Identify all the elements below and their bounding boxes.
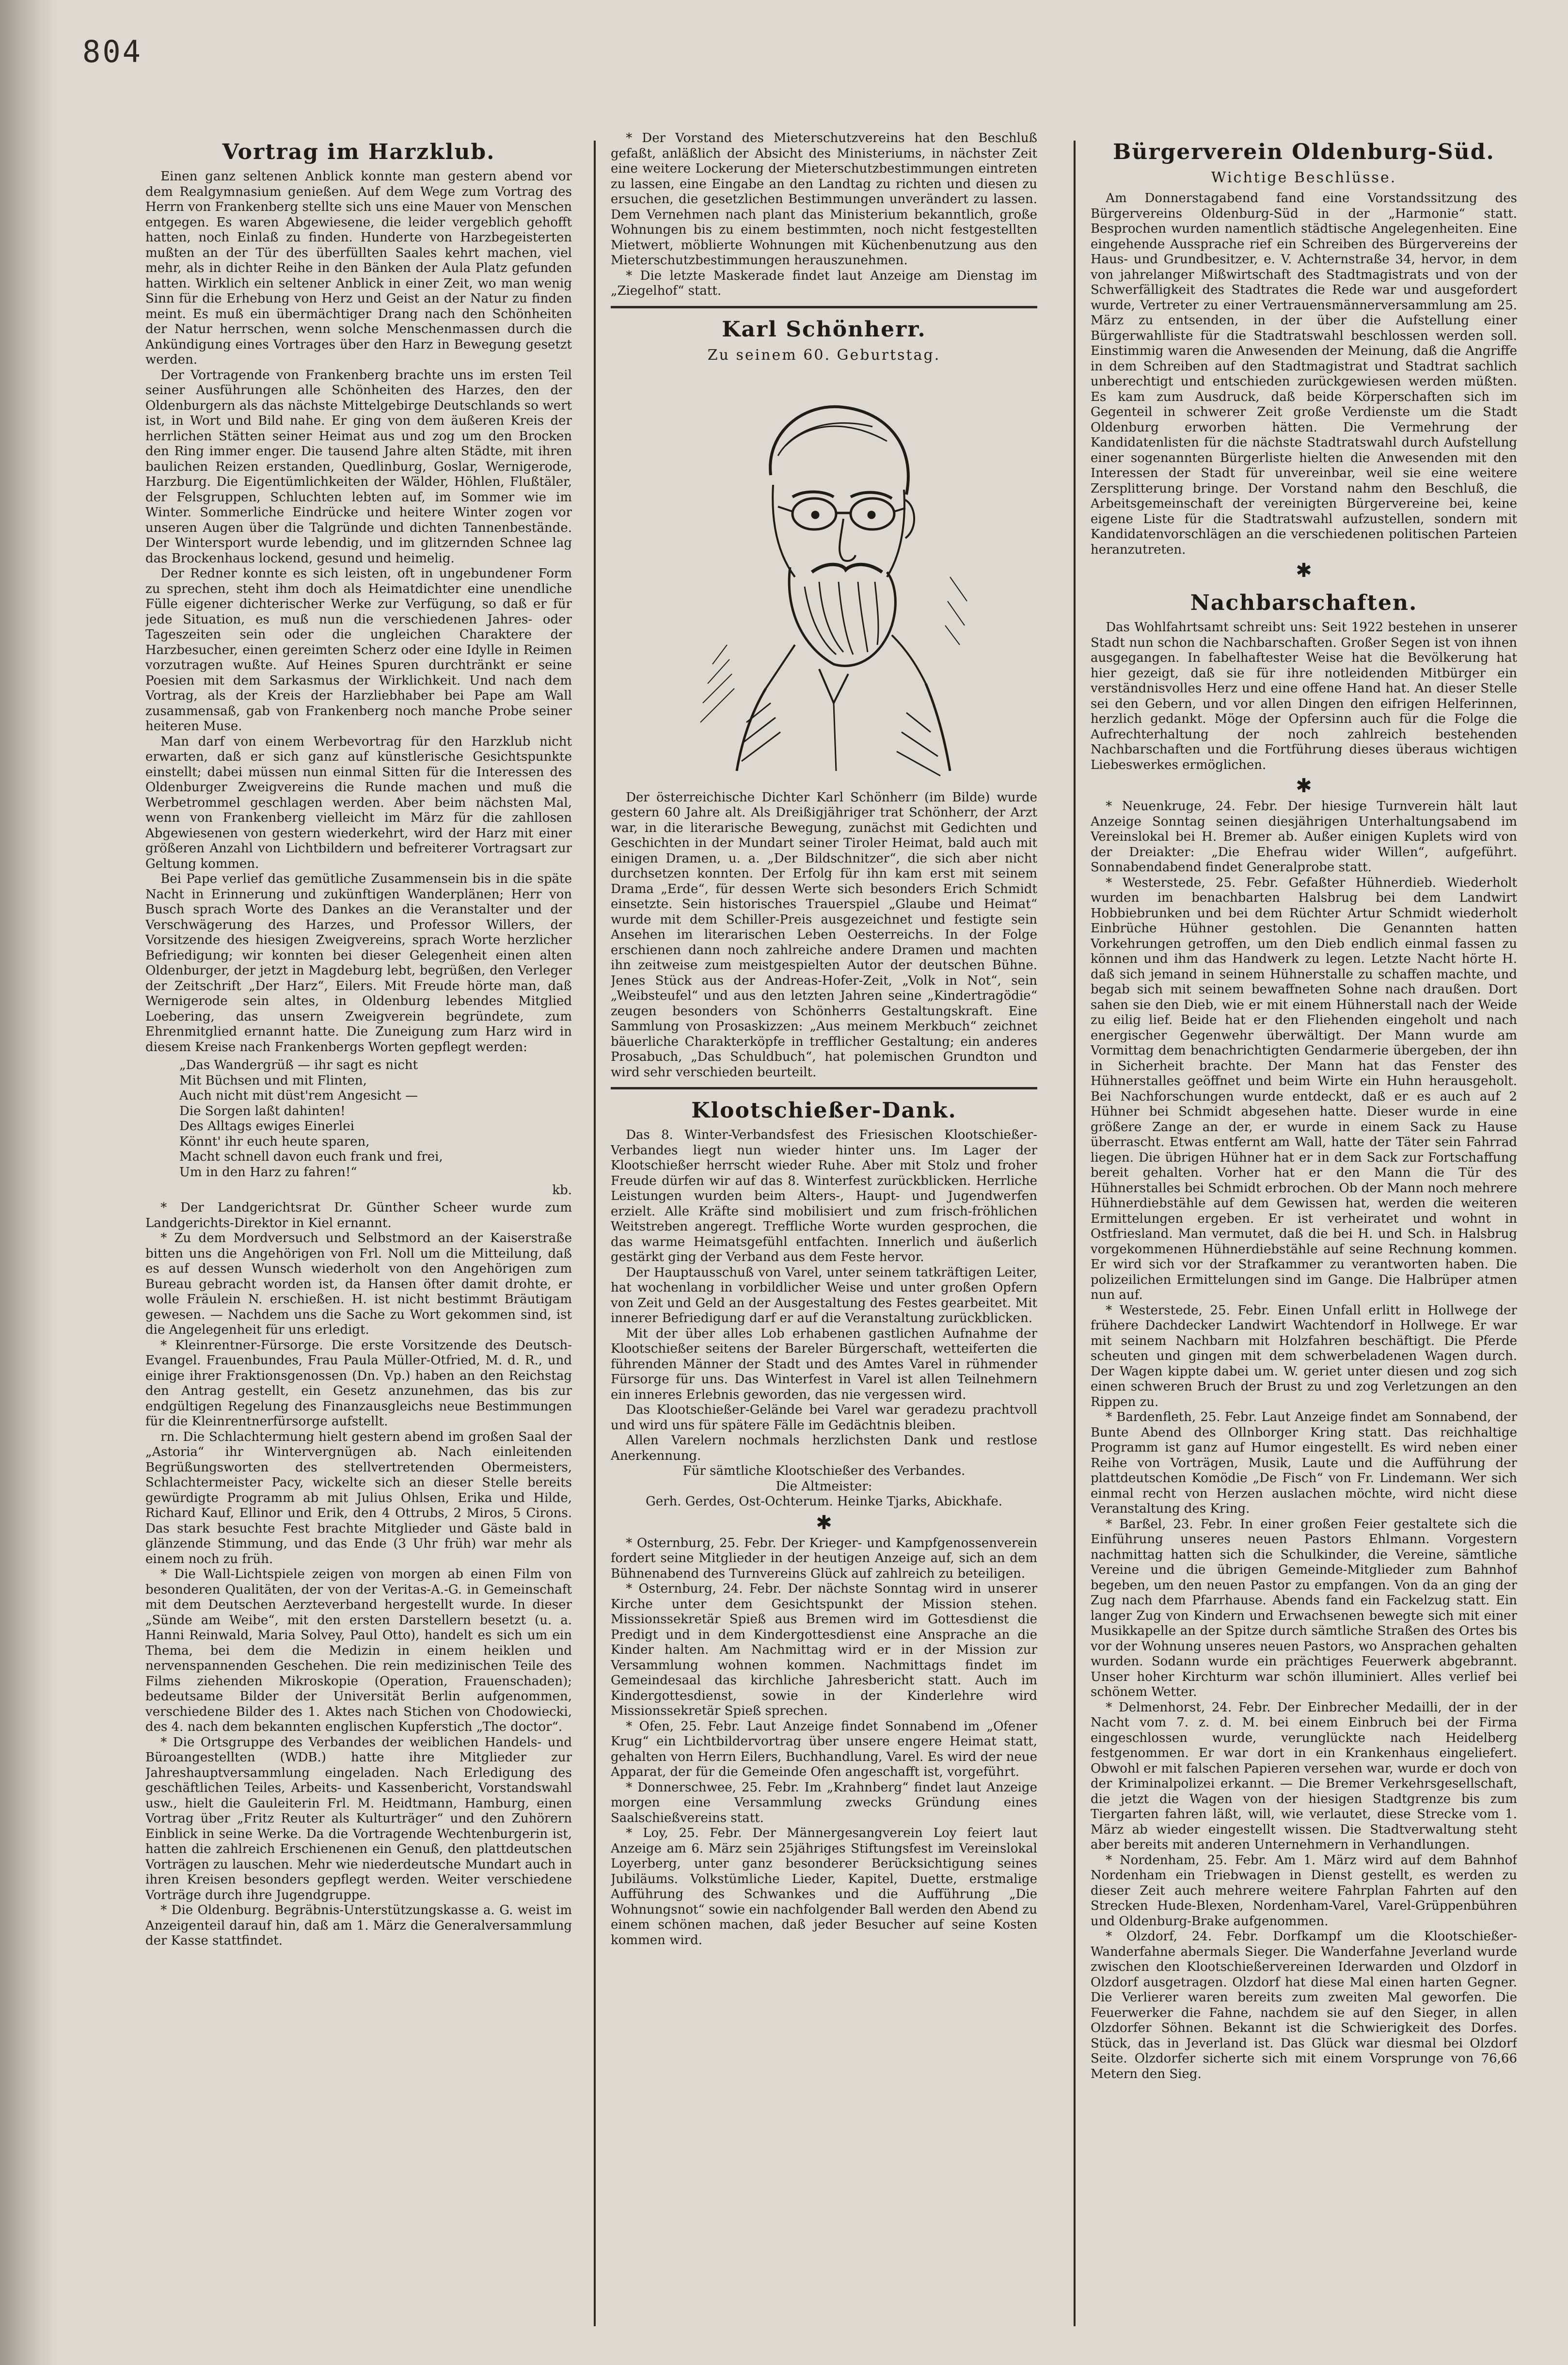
local-news-item: * Osternburg, 24. Febr. Der nächste Sonntag wird in unserer Kirche unter dem Gesichtspunkt der Mission stehen. Missionssekretär Spieß aus Bremen wird im Gottesdienst die Predigt und in dem Kindergottesdienst eine Ansprache an die Kinder halten. Am Nachmittag wird er in der Mission zur Versammlung wohnen kommen. Nachmittags findet im Gemeindesaal das kirchliche Jahresbericht statt. Auch im Kindergottesdienst, sowie in der Kinderlehre wird Missionssekretär Spieß sprechen.	[611, 1582, 1037, 1718]
article-subtitle: Wichtige Beschlüsse.	[1211, 169, 1397, 186]
regional-news-item: * Nordenham, 25. Febr. Am 1. März wird auf dem Bahnhof Nordenham ein Triebwagen in Dienst gestellt, es werden zu dieser Zeit auch mehrere weitere Fahrplan Fahrten auf den Strecken Hude-Blexen, Nordenham-Varel, Varel-Grüppenbühren und Oldenburg-Brake aufgenommen.	[1091, 1853, 1517, 1929]
article-title-schoenherr: Karl Schönherr.	[722, 317, 926, 342]
article-subtitle: Zu seinem 60. Geburtstag.	[707, 346, 941, 364]
paragraph: Für sämtliche Klootschießer des Verbandes.	[682, 1464, 966, 1478]
paragraph: Der Vortragende von Frankenberg brachte uns im ersten Teil seiner Ausführungen alle Schönheiten des Harzes, den der Oldenburgern als das nächste Mittelgebirge Deutschlands so wert ist, in Wort und Bild nahe. Er ging von dem äußeren Kreis der herrlichen Stätten seiner Heimat aus und zog um den Brocken den Ring immer enger. Die tausend Jahre alten Städte, mit ihren baulichen Reizen erstanden, Quedlinburg, Goslar, Wernigerode, Harzburg. Die Eigentümlichkeiten der Wälder, Höhlen, Flußtäler, der Felsgruppen, Schluchten lebten auf, im Sommer wie im Winter. Sommerliche Eindrücke und heitere Winter zogen vor unseren Augen über die Talgründe und dichten Tannenbestände. Der Wintersport wurde lebendig, und im glitzernden Schnee lag das Brockenhaus lockend, gesund und heimelig.	[145, 368, 572, 566]
news-item: * Kleinrentner-Fürsorge. Die erste Vorsitzende des Deutsch-Evangel. Frauenbundes, Frau Paula Müller-Otfried, M. d. R., und einige ihrer Fraktionsgenossen (Dn. Vp.) haben an den Reichstag den Antrag gestellt, ein Gesetz anzunehmen, das bis zur endgültigen Regelung des Finanzausgleichs neue Bestimmungen für die Kleinrentnerfürsorge aufstellt.	[145, 1338, 572, 1429]
paragraph: Das Wohlfahrtsamt schreibt uns: Seit 1922 bestehen in unserer Stadt nun schon die Nachbarschaften. Großer Segen ist von ihnen ausgegangen. In fabelhaftester Weise hat die Bevölkerung hat hier gezeigt, daß sie für ihre notleidenden Mitbürger ein verständnisvolles Herz und eine offene Hand hat. An dieser Stelle sei den Gebern, und vor allen Dingen den eifrigen Helferinnen, herzlich gedankt. Möge der Opfersinn auch für die Folge die Aufrechterhaltung der noch zahlreich bestehenden Nachbarschaften und die Fortführung dieses überaus wichtigen Liebeswerkes ermöglichen.	[1091, 620, 1517, 772]
poem-verse: „Das Wandergrüß — ihr sagt es nicht Mit Büchsen und mit Flinten, Auch nicht mit düst'rem Angesicht — Die Sorgen laßt dahinten! Des Alltags ewiges Einerlei Könnt' ihr euch heute sparen, Macht schnell davon euch frank und frei, Um in den Harz zu fahren!“	[179, 1058, 443, 1180]
local-news-item: * Osternburg, 25. Febr. Der Krieger- und Kampfgenossenverein fordert seine Mitglieder in der heutigen Anzeige auf, sich an dem Bühnenabend des Turnvereins Glück auf zahlreich zu beteiligen.	[611, 1535, 1037, 1581]
news-item: * Die Ortsgruppe des Verbandes der weiblichen Handels- und Büroangestellten (WDB.) hatte ihre Mitglieder zur Jahreshauptversammlung eingeladen. Nach Erledigung des geschäftlichen Teiles, Arbeits- und Kassenbericht, Vorstandswahl usw., hielt die Gauleiterin Frl. M. Heidtmann, Hamburg, einen Vortrag über „Fritz Reuter als Kulturträger“ und den Zuhörern Einblick in seine Werke. Da die Vortragende Wechtenburgerin ist, hatten die zahlreich Erschienenen ein Genuß, den plattdeutschen Vorträgen zu lauschen. Mehr wie niederdeutsche Mundart auch in ihren Kreisen besonders gepflegt werden. Weiter verschiedene Vorträge durch ihre Jugendgruppe.	[145, 1735, 572, 1902]
news-item: * Die Oldenburg. Begräbnis-Unterstützungskasse a. G. weist im Anzeigenteil darauf hin, daß am 1. März die Generalversammlung der Kasse stattfindet.	[145, 1903, 572, 1948]
separator-asterisk: ✱	[816, 1511, 832, 1534]
separator-asterisk: ✱	[1296, 775, 1312, 797]
signature-title: Die Altmeister:	[776, 1479, 872, 1494]
local-news-item: * Loy, 25. Febr. Der Männergesangverein Loy feiert laut Anzeige am 6. März sein 25jähriges Stiftungsfest im Vereinslokal Loyerberg, unter ganz besonderer Berücksichtigung seines Jubiläums. Volkstümliche Lieder, Kapitel, Duette, erstmalige Aufführung des Schwankes und die Aufführung „Die Wohnungsnot“ sowie ein nachfolgender Ball werden den Abend zu einem schönen machen, daß jeder Besucher auf seine Kosten kommen wird.	[611, 1826, 1037, 1948]
column-right	[1091, 131, 1517, 2336]
column-middle	[611, 131, 1037, 2336]
news-item: * Der Landgerichtsrat Dr. Günther Scheer wurde zum Landgerichts-Direktor in Kiel ernannt.	[145, 1200, 572, 1230]
paragraph: Das Klootschießer-Gelände bei Varel war geradezu prachtvoll und wird uns für spätere Fälle im Gedächtnis bleiben.	[611, 1403, 1037, 1433]
article-title-klootschiesser: Klootschießer-Dank.	[691, 1098, 957, 1123]
page-number: 804	[82, 34, 143, 69]
portrait-illustration	[674, 373, 974, 781]
news-item: * Die Wall-Lichtspiele zeigen von morgen ab einen Film von besonderen Qualitäten, der von der Veritas-A.-G. in Gemeinschaft mit dem Deutschen Aerzteverband hergestellt wurde. In dieser „Sünde am Weibe“, mit den ersten Darstellern besetzt (u. a. Hanni Reinwald, Maria Solvey, Paul Otto), handelt es sich um ein Thema, bei dem die Medizin in einem heiklen und nervenspannenden Geschehen. Die rein medizinischen Teile des Films ziehenden Mikroskopie (Operation, Frauenschaden); bedeutsame Bilder der Universität Berlin aufgenommen, verschiedene Bilder des 1. Aktes nach Stichen von Chodowiecki, des 4. nach dem bekannten englischen Kupferstich „The doctor“.	[145, 1567, 572, 1734]
regional-news-item: * Neuenkruge, 24. Febr. Der hiesige Turnverein hält laut Anzeige Sonntag seinen diesjährigen Unterhaltungsabend im Vereinslokal bei H. Bremer ab. Außer einigen Kuplets wird von der Dreiakter: „Die Ehefrau wider Willen“, aufgeführt. Sonnabendabend findet Generalprobe statt.	[1091, 799, 1517, 875]
page-binding-edge	[0, 0, 58, 2365]
paragraph: Der Hauptausschuß von Varel, unter seinem tatkräftigen Leiter, hat wochenlang in vorbildlicher Weise und unter großen Opfern von Zeit und Geld an der Ausgestaltung des Festes gearbeitet. Mit innerer Befriedigung darf er auf die Veranstaltung zurückblicken.	[611, 1265, 1037, 1326]
news-item: * Die letzte Maskerade findet laut Anzeige am Dienstag im „Ziegelhof“ statt.	[611, 268, 1037, 298]
section-divider	[611, 306, 1037, 308]
column-left	[145, 131, 572, 2336]
regional-news-item: * Delmenhorst, 24. Febr. Der Einbrecher Medailli, der in der Nacht vom 7. z. d. M. bei einem Einbruch bei der Firma eingeschlossen wurde, verunglückte nach Heidelberg festgenommen. Er war dort in ein Krankenhaus eingeliefert. Obwohl er mit falschen Papieren versehen war, wurde er doch von der Kriminalpolizei erkannt. — Die Bremer Verkehrsgesellschaft, die jetzt die Wagen von der hiesigen Stadtgrenze bis zum Tiergarten fahren läßt, will, wie verlautet, diese Strecke vom 1. März ab wieder eingestellt wissen. Die Stadtverwaltung steht aber bereits mit anderen Unternehmern in Verhandlungen.	[1091, 1700, 1517, 1852]
news-item: * Der Vorstand des Mieterschutzvereins hat den Beschluß gefaßt, anläßlich der Absicht des Ministeriums, in nächster Zeit eine weitere Lockerung der Mieterschutzbestimmungen eintreten zu lassen, eine Eingabe an den Landtag zu richten und diesen zu ersuchen, die gesetzlichen Bestimmungen unverändert zu lassen. Dem Vernehmen nach plant das Ministerium bekanntlich, große Wohnungen bis zu einem bestimmten, noch nicht festgestellten Mietwert, möblierte Wohnungen mit Küchenbenutzung aus den Mieterschutzbestimmungen herauszunehmen.	[611, 131, 1037, 268]
local-news-item: * Donnerschwee, 25. Febr. Im „Krahnberg“ findet laut Anzeige morgen eine Versammlung zwecks Gründung eines Saalschießvereins statt.	[611, 1780, 1037, 1825]
regional-news-item: * Westerstede, 25. Febr. Einen Unfall erlitt in Hollwege der frühere Dachdecker Landwirt Wachtendorf in Hollwege. Er war mit seinem Nachbarn mit Holzfahren beschäftigt. Die Pferde scheuten und gingen mit dem schwerbeladenen Wagen durch. Der Wagen kippte dabei um. W. geriet unter diesen und zog sich einen schweren Bruch der Brust zu und zog Verletzungen an den Rippen zu.	[1091, 1303, 1517, 1409]
section-divider	[611, 1087, 1037, 1089]
article-title-buergerverein: Bürgerverein Oldenburg-Süd.	[1113, 140, 1495, 164]
paragraph: Das 8. Winter-Verbandsfest des Friesischen Klootschießer-Verbandes liegt nun wieder hinter uns. Im Lager der Klootschießer herrscht wieder Ruhe. Aber mit Stolz und froher Freude dürfen wir auf das 8. Winterfest zurückblicken. Herrliche Leistungen wurden beim Alters-, Haupt- und Jugendwerfen erzielt. Alle Kräfte sind mobilisiert und zum frisch-fröhlichen Weitstreben angeregt. Treffliche Worte wurden gesprochen, die das warme Heimatsgefühl entfachten. Innerlich und äußerlich gestärkt ging der Verband aus dem Feste hervor.	[611, 1128, 1037, 1264]
regional-news-item: * Westerstede, 25. Febr. Gefaßter Hühnerdieb. Wiederholt wurden im benachbarten Halsbrug bei dem Landwirt Hobbiebrunken und bei dem Rüchter Artur Schmidt wiederholt Einbrüche Hühner gestohlen. Die Genannten hatten Vorkehrungen getroffen, um den Dieb endlich einmal fassen zu können und ihm das Handwerk zu legen. Letzte Nacht hörte H. daß sich jemand in seinem Hühnerstalle zu schaffen machte, und begab sich mit seinem bewaffneten Sohne nach draußen. Dort sahen sie den Dieb, wie er mit einem Hühnerstall nach der Weide zu eilig lief. Beide hat er den Fliehenden eingeholt und nach energischer Gegenwehr überwältigt. Der Mann wurde am Vormittag dem benachrichtigten Gendarmerie übergeben, der ihn in Sicherheit brachte. Der Mann hat das Fenster des Hühnerstalles geöffnet und beim Wirte ein Huhn herausgeholt. Bei Nachforschungen wurde entdeckt, daß er es auch auf 2 Hühner bei Schmidt abgesehen hatte. Dieser wurde in eine größere Zange an der, er wurde in einem Sack zu Hause überrascht. Etwas entfernt am Wall, hatte der Täter sein Fahrrad liegen. Die übrigen Hühner hat er in dem Sack zur Fortschaffung bereit gehalten. Vorher hat er den Mann die Tür des Hühnerstalles bei Schmidt erbrochen. Ob der Mann noch mehrere Hühnerdiebstähle auf dem Gewissen hat, werden die weiteren Ermittelungen ergeben. Er ist verheiratet und wohnt in Ostfriesland. Man vermutet, daß die bei H. und Sch. in Halsbrug vorgekommenen Hühnerdiebstähle auf seine Rechnung kommen. Er wird sich vor der Strafkammer zu verantworten haben. Die polizeilichen Ermittelungen sind im Gange. Die Halbrüper atmen nun auf.	[1091, 875, 1517, 1302]
author-signature: kb.	[552, 1183, 572, 1198]
paragraph: Der Redner konnte es sich leisten, oft in ungebundener Form zu sprechen, steht ihm doch als Heimatdichter eine unendliche Fülle eigener dichterischer Werke zur Verfügung, so daß er für jede Situation, es muß nun die verschiedenen Jahres- oder Tageszeiten sein oder die ungleichen Charaktere der Harzbesucher, einen gereimten Scherz oder eine Idylle in Reimen vorzutragen wußte. Auf Heines Spuren durchtränkt er seine Poesien mit dem Sarkasmus der Wirklichkeit. Und nach dem Vortrag, als der Kreis der Harzliebhaber bei Pape am Wall zusammensaß, gab von Frankenberg noch manche Probe seiner heiteren Muse.	[145, 566, 572, 734]
paragraph: Einen ganz seltenen Anblick konnte man gestern abend vor dem Realgymnasium genießen. Auf dem Wege zum Vortrag des Herrn von Frankenberg stellte sich uns eine Mauer von Menschen entgegen. Es waren Abgewiesene, die leider vergeblich gehofft hatten, noch Einlaß zu finden. Hunderte von Harzbegeisterten mußten an der Tür des überfüllten Saales kehrt machen, viel mehr, als in dichter Reihe in den Bänken der Aula Platz gefunden hatten. Wirklich ein seltener Anblick in einer Zeit, wo man wenig Sinn für die Erhebung von Herz und Geist an der Natur zu finden meint. Es muß ein übermächtiger Drang nach den Schönheiten der Natur herrschen, wenn solche Menschenmassen durch die Ankündigung eines Vortrages über den Harz in Bewegung gesetzt werden.	[145, 169, 572, 367]
paragraph: Der österreichische Dichter Karl Schönherr (im Bilde) wurde gestern 60 Jahre alt. Als Dreißigjähriger trat Schönherr, der Arzt war, in die literarische Bewegung, zunächst mit Gedichten und Geschichten in der Mundart seiner Tiroler Heimat, bald auch mit einigen Dramen, u. a. „Der Bildschnitzer“, die sich aber nicht durchsetzen konnten. Der Erfolg für ihn kam erst mit seinem Drama „Erde“, für dessen Werte sich besonders Erich Schmidt einsetzte. Sein historisches Trauerspiel „Glaube und Heimat“ wurde mit dem Schiller-Preis ausgezeichnet und festigte sein Ansehen im literarischen Leben Oesterreichs. In der Folge erschienen dann noch zahlreiche andere Dramen und machten ihn zeitweise zum meistgespielten Autor der deutschen Bühne. Jenes Stück aus der Andreas-Hofer-Zeit, „Volk in Not“, sein „Weibsteufel“ und aus den letzten Jahren seine „Kindertragödie“ zeugen besonders von Schönherrs Gestaltungskraft. Eine Sammlung von Prosaskizzen: „Aus meinem Merkbuch“ zeichnet bäuerliche Charakterköpfe in trefflicher Gestaltung; ein anderes Prosabuch, „Das Schuldbuch“, hat polemischen Grundton und wird sehr verschieden beurteilt.	[611, 790, 1037, 1080]
news-item: rn. Die Schlachtermung hielt gestern abend im großen Saal der „Astoria“ ihr Wintervergnügen ab. Nach einleitenden Begrüßungsworten des stellvertretenden Obermeisters, Schlachtermeister Pacy, wickelte sich an dieser Stelle bereits gewürdigte Programm ab mit Julius Ohlsen, Erika und Hilde, Richard Kauf, Ellinor und Erik, den 4 Ottrubs, 2 Miros, 5 Cirons. Das stark besuchte Fest brachte Mitglieder und Gäste bald in glänzende Stimmung, und das Ende (3 Uhr früh) war mehr als einem noch zu früh.	[145, 1429, 572, 1566]
article-title-nachbarschaften: Nachbarschaften.	[1190, 591, 1418, 615]
separator-asterisk: ✱	[1296, 559, 1312, 582]
column-rule	[594, 141, 596, 2326]
regional-news-item: * Bardenfleth, 25. Febr. Laut Anzeige findet am Sonnabend, der Bunte Abend des Ollnborger Kring statt. Das reichhaltige Programm ist ganz auf Humor eingestellt. Es wird neben einer Reihe von Vorträgen, Musik, Laute und die Aufführung der plattdeutschen Komödie „De Fisch“ von Fr. Lindemann. Wer sich einmal recht von Herzen auslachen möchte, wird nicht diese Veranstaltung des Kring.	[1091, 1410, 1517, 1516]
article-title-harzklub: Vortrag im Harzklub.	[222, 140, 495, 164]
signature-names: Gerh. Gerdes, Ost-Ochterum. Heinke Tjarks, Abickhafe.	[645, 1494, 1003, 1509]
paragraph: Bei Pape verlief das gemütliche Zusammensein bis in die späte Nacht in Erinnerung und zukünftigen Wanderplänen; Herr von Busch sprach Worte des Dankes an die Veranstalter und der Verschwägerung des Harzes, und Professor Willers, der Vorsitzende des hiesigen Zweigvereins, sprach Worte herzlicher Befriedigung; wir konnten bei dieser Gelegenheit einen alten Oldenburger, der jetzt in Magdeburg lebt, begrüßen, den Verleger der Zeitschrift „Der Harz“, Eilers. Mit Freude hörte man, daß Wernigerode sein altes, in Oldenburg lebendes Mitglied Loebering, das unsern Zweigverein begründete, zum Ehrenmitglied ernannt hatte. Die Zuneigung zum Harz wird in diesem Kreise nach Frankenbergs Worten gepflegt werden:	[145, 872, 572, 1055]
paragraph: Allen Varelern nochmals herzlichsten Dank und restlose Anerkennung.	[611, 1433, 1037, 1463]
regional-news-item: * Barßel, 23. Febr. In einer großen Feier gestaltete sich die Einführung unseres neuen Pastors Ehlmann. Vorgestern nachmittag hatten sich die Schulkinder, die Vereine, sämtliche Vereine und die übrigen Gemeinde-Mitglieder zum Bahnhof begeben, um den neuen Pastor zu empfangen. Von da an ging der Zug nach dem Pfarrhause. Abends fand ein Fackelzug statt. Ein langer Zug von Kindern und Erwachsenen bewegte sich mit einer Musikkapelle an der Spitze durch sämtliche Straßen des Ortes bis vor der Wohnung unseres neuen Pastors, wo Ansprachen gehalten wurden. Sodann wurde ein prächtiges Feuerwerk abgebrannt. Unser hoher Kirchturm war schön illuminiert. Alles verlief bei schönem Wetter.	[1091, 1517, 1517, 1699]
paragraph: Man darf von einem Werbevortrag für den Harzklub nicht erwarten, daß er sich ganz auf künstlerische Gesichtspunkte einstellt; dabei müssen nun einmal Sitten für die Interessen des Oldenburger Zweigvereins die Runde machen und muß die Werbetrommel geschlagen werden. Aber beim nächsten Mal, wenn von Frankenberg vielleicht im März für die zahllosen Abgewiesenen von gestern wiederkehrt, wird der Harz mit einer größeren Anzahl von Lichtbildern und befreiterer Vortragsart zur Geltung kommen.	[145, 734, 572, 871]
regional-news-item: * Olzdorf, 24. Febr. Dorfkampf um die Klootschießer-Wanderfahne abermals Sieger. Die Wanderfahne Jeverland wurde zwischen den Klootschießervereinen Iderwarden und Olzdorf in Olzdorf ausgetragen. Olzdorf hat diese Mal einen harten Gegner. Die Verlierer waren bereits zum zweiten Mal geworfen. Die Feuerwerker die Fahne, nachdem sie auf den Sieger, in allen Olzdorfer Söhnen. Bekannt ist die Schwierigkeit des Dorfes. Stück, das in Jeverland ist. Das Glück war diesmal bei Olzdorf Seite. Olzdorfer sicherte sich mit einem Vorsprunge von 76,66 Metern den Sieg.	[1091, 1929, 1517, 2081]
news-item: * Zu dem Mordversuch und Selbstmord an der Kaiserstraße bitten uns die Angehörigen von Frl. Noll um die Mitteilung, daß es auf dessen Wunsch wiederholt von den Angehörigen zum Bureau gebracht worden ist, da Hansen öfter damit drohte, er wolle Fräulein N. erschießen. H. ist nicht bestimmt Bräutigam gewesen. — Nachdem uns die Sache zu Wort gekommen sind, ist die Angelegenheit für uns erledigt.	[145, 1231, 572, 1337]
paragraph: Am Donnerstagabend fand eine Vorstandssitzung des Bürgervereins Oldenburg-Süd in der „Harmonie“ statt. Besprochen wurden namentlich städtische Angelegenheiten. Eine eingehende Aussprache rief ein Schreiben des Bürgervereins der Haus- und Grundbesitzer, e. V. Achternstraße 34, hervor, in dem von jahrelanger Mißwirtschaft des Stadtmagistrats und von der Schwerfälligkeit des Stadtrates die Rede war und ausgefordert wurde, Vertreter zu einer Vertrauensmännerversammlung am 25. März zu entsenden, in der über die Aufstellung einer Bürgerwahlliste für die Stadtratswahl beschlossen werden soll. Einstimmig waren die Anwesenden der Meinung, daß die Angriffe in dem Schreiben auf den Stadtmagistrat und Stadtrat sachlich unberechtigt und entschieden zurückgewiesen werden müßten. Es kam zum Ausdruck, daß beide Körperschaften sich im Gegenteil in schwerer Zeit große Verdienste um die Stadt Oldenburg erworben hätten. Die Vermehrung der Kandidatenlisten für die nächste Stadtratswahl durch Aufstellung einer sogenannten Bürgerliste hielten die Anwesenden mit den Interessen der Stadt für unvereinbar, weil sie eine weitere Zersplitterung bringe. Der Vorstand nahm den Beschluß, die Arbeitsgemeinschaft der vereinigten Bürgervereine bei, keine eigene Liste für die Stadtratswahl aufzustellen, sondern mit Kandidatenvorschlägen an die verschiedenen politischen Parteien heranzutreten.	[1091, 191, 1517, 557]
paragraph: Mit der über alles Lob erhabenen gastlichen Aufnahme der Klootschießer seitens der Bareler Bürgerschaft, wetteiferten die führenden Männer der Stadt und des Amtes Varel in rühmender Fürsorge für uns. Das Winterfest in Varel ist allen Teilnehmern ein inneres Erlebnis geworden, das nie vergessen wird.	[611, 1326, 1037, 1402]
local-news-item: * Ofen, 25. Febr. Laut Anzeige findet Sonnabend im „Ofener Krug“ ein Lichtbildervortrag über unsere engere Heimat statt, gehalten von Herrn Eilers, Buchhandlung, Varel. Es wird der neue Apparat, der für die Gemeinde Ofen angeschafft ist, vorgeführt.	[611, 1719, 1037, 1779]
column-rule	[1074, 141, 1076, 2326]
